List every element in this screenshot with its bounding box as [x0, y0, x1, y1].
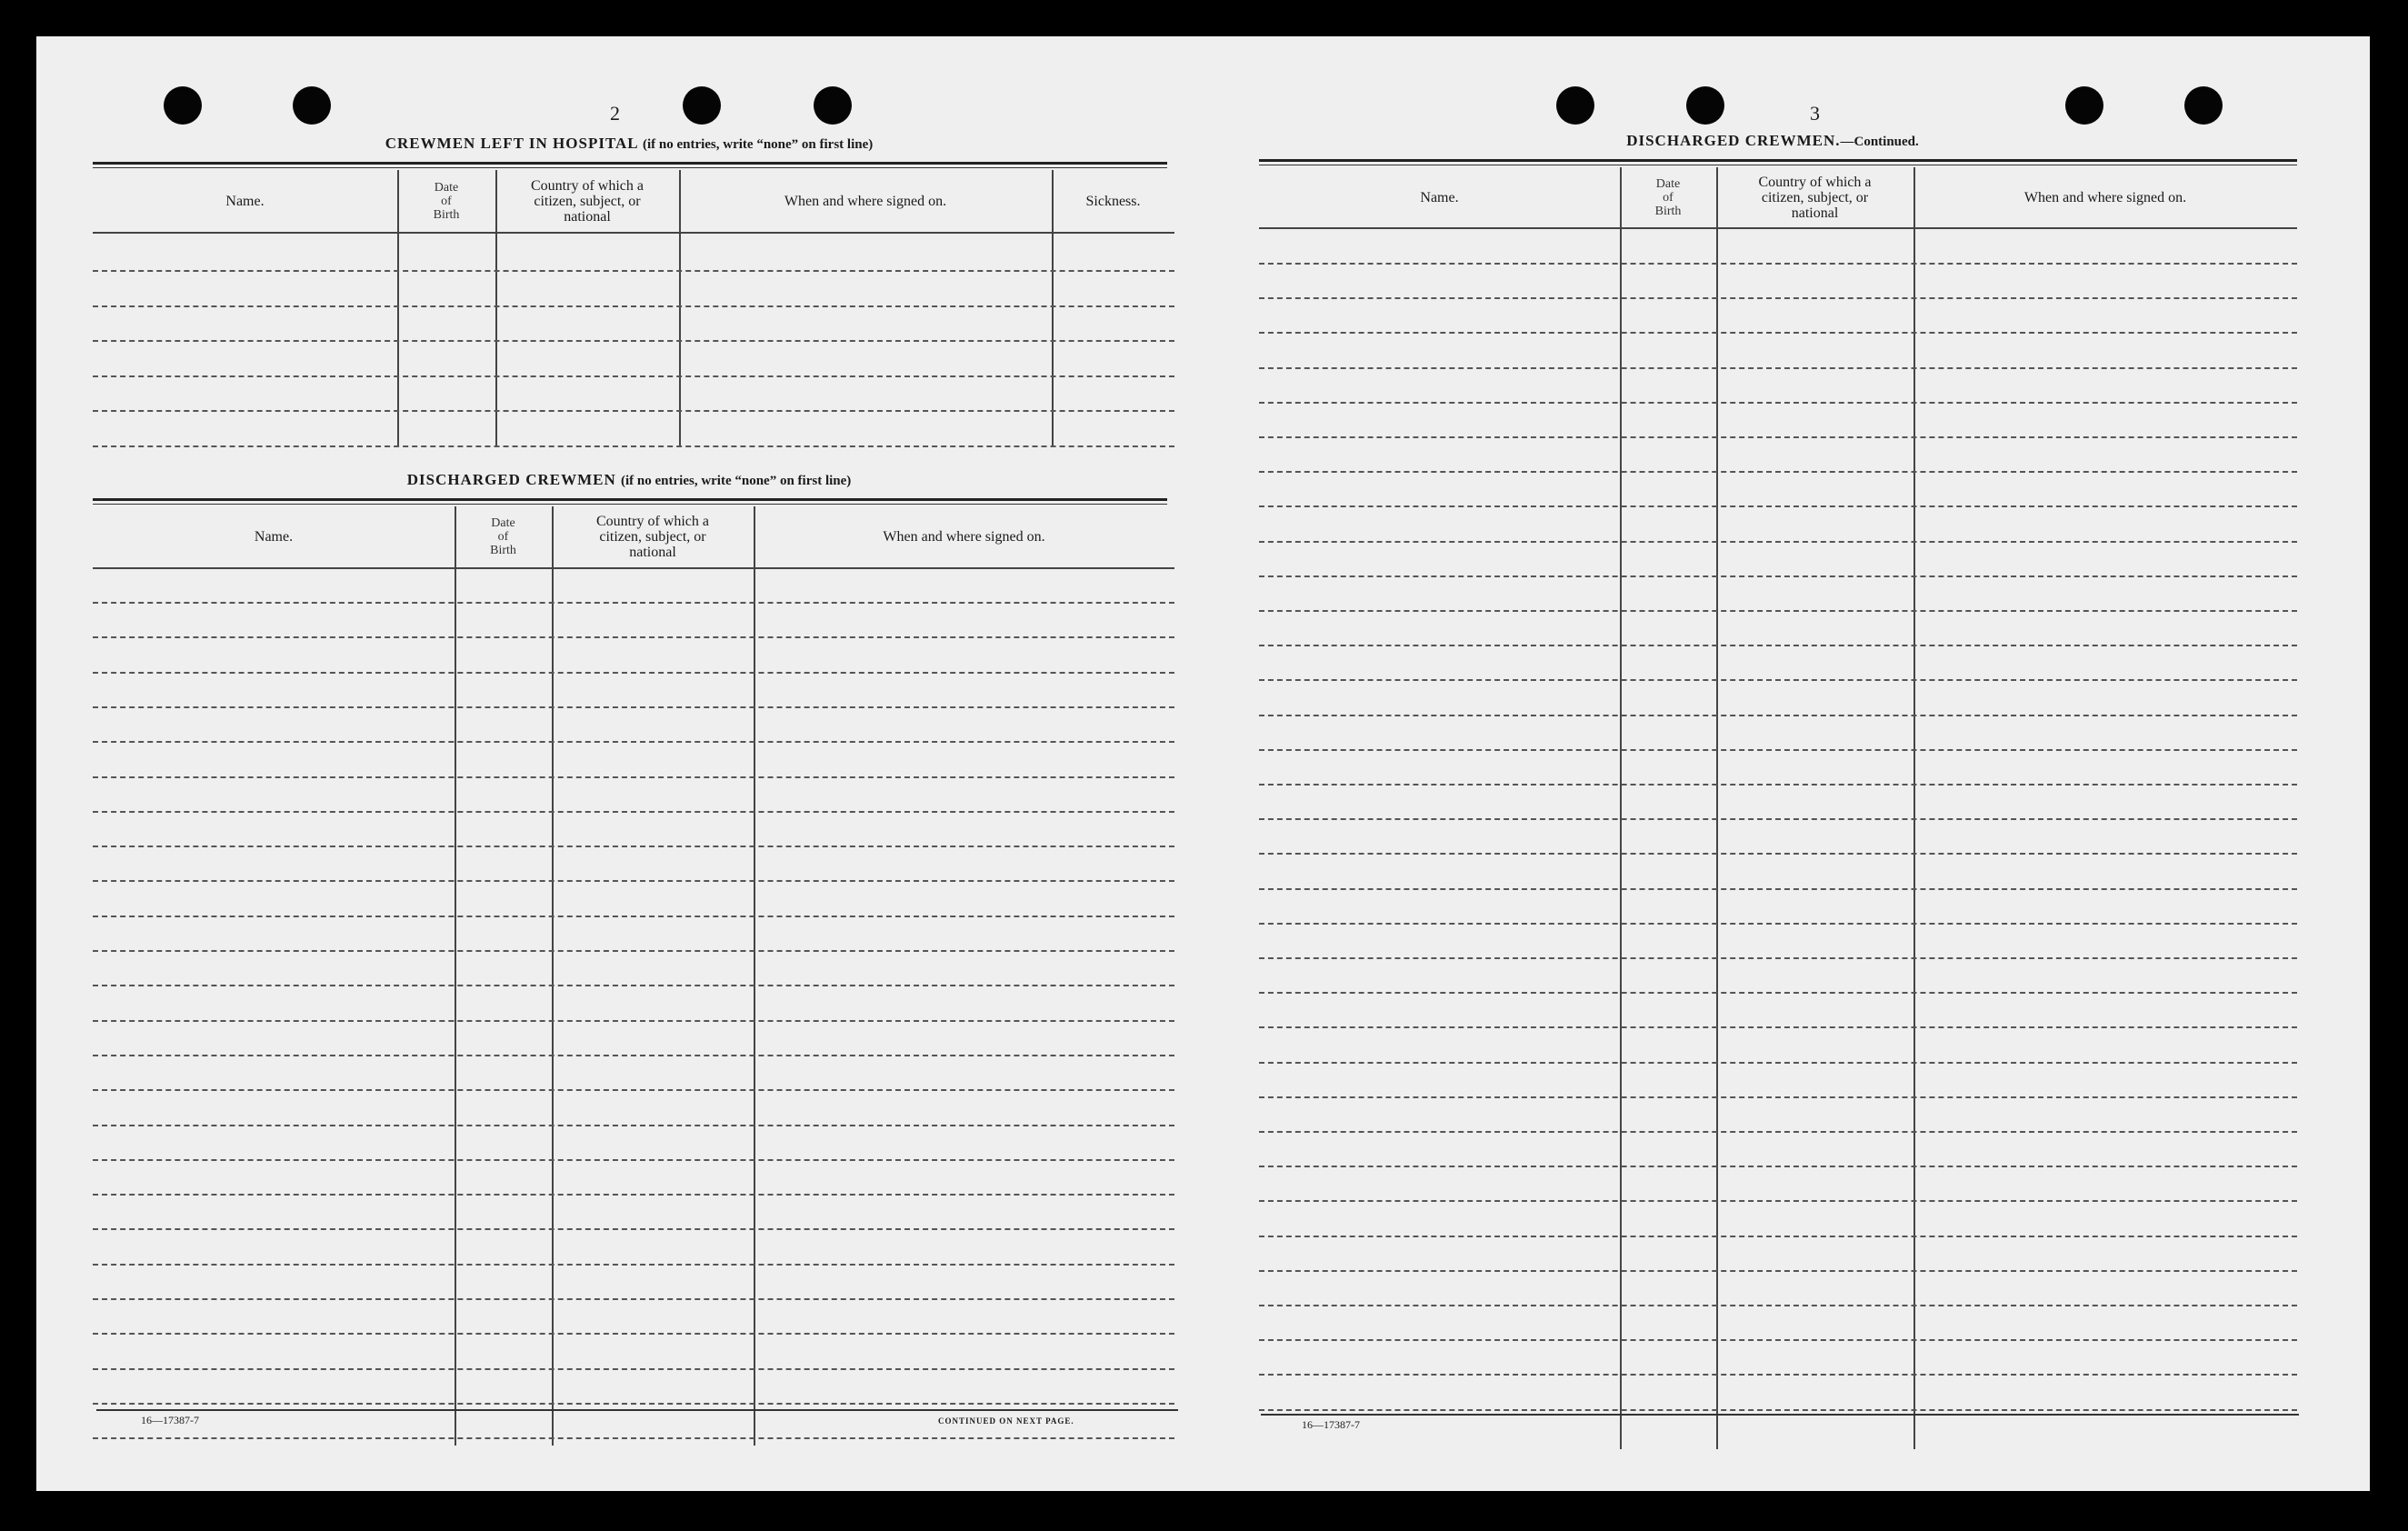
entry-line: [93, 776, 1174, 778]
entry-line: [93, 1228, 1174, 1230]
entry-line: [93, 305, 1174, 307]
entry-line: [1259, 1062, 2297, 1064]
column-header-country: Country of which a citizen, subject, or national: [531, 177, 644, 225]
hospital-section-title: CREWMEN LEFT IN HOSPITAL (if no entries, write “none” on first line): [385, 135, 874, 152]
form-number: 16—17387-7: [141, 1414, 199, 1426]
entry-line: [93, 445, 1174, 447]
entry-line: [93, 602, 1174, 604]
entry-line: [1259, 1305, 2297, 1306]
entry-line: [1259, 436, 2297, 438]
column-header-date-of-birth: Date of Birth: [1654, 176, 1682, 218]
entry-line: [93, 1125, 1174, 1126]
entry-line: [93, 1368, 1174, 1370]
column-header-date-of-birth: Date of Birth: [490, 516, 516, 557]
column-header-signed-on: When and where signed on.: [883, 529, 1045, 545]
entry-line: [1259, 888, 2297, 890]
entry-line: [1259, 263, 2297, 265]
discharged-table: [93, 506, 1174, 1446]
entry-line: [93, 1437, 1174, 1439]
entry-line: [93, 811, 1174, 813]
entry-line: [93, 270, 1174, 272]
entry-line: [1259, 610, 2297, 612]
entry-line: [1259, 923, 2297, 925]
entry-line: [93, 1298, 1174, 1300]
entry-line: [1259, 1200, 2297, 1202]
entry-line: [93, 846, 1174, 847]
right-page: [1245, 36, 2370, 1491]
column-header-country: Country of which a citizen, subject, or national: [596, 514, 709, 560]
entry-line: [93, 880, 1174, 882]
entry-line: [1259, 332, 2297, 334]
entry-line: [1259, 1409, 2297, 1411]
entry-line: [1259, 1236, 2297, 1237]
entry-line: [1259, 541, 2297, 543]
column-header-signed-on: When and where signed on.: [2023, 189, 2187, 205]
entry-line: [1259, 957, 2297, 959]
entry-line: [1259, 679, 2297, 681]
entry-line: [93, 950, 1174, 952]
column-header-name: Name.: [225, 193, 265, 209]
page-number: 2: [610, 102, 620, 125]
entry-line: [1259, 402, 2297, 404]
title-rule: [93, 162, 1167, 165]
entry-line: [1259, 784, 2297, 786]
entry-line: [1259, 1339, 2297, 1341]
entry-line: [1259, 1096, 2297, 1098]
discharged-continued-table: [1259, 167, 2297, 1449]
entry-line: [93, 1020, 1174, 1022]
entry-line: [93, 672, 1174, 674]
entry-line: [1259, 1270, 2297, 1272]
entry-line: [1259, 645, 2297, 646]
form-sheet: [36, 36, 2370, 1491]
column-header-date-of-birth: Date of Birth: [433, 180, 460, 222]
entry-line: [1259, 471, 2297, 473]
entry-line: [93, 340, 1174, 342]
entry-line: [93, 1055, 1174, 1056]
discharged-continued-title: DISCHARGED CREWMEN.—Continued.: [1626, 132, 1919, 149]
discharged-section-title: DISCHARGED CREWMEN (if no entries, write “none” on first line): [406, 471, 852, 488]
entry-line: [93, 1264, 1174, 1266]
entry-line: [1259, 749, 2297, 751]
entry-line: [93, 1403, 1174, 1405]
entry-line: [1259, 715, 2297, 716]
entry-line: [93, 1333, 1174, 1335]
entry-line: [1259, 575, 2297, 577]
entry-line: [1259, 1166, 2297, 1167]
entry-line: [1259, 992, 2297, 994]
entry-line: [93, 1194, 1174, 1196]
entry-line: [93, 410, 1174, 412]
entry-line: [1259, 1026, 2297, 1028]
column-header-country: Country of which a citizen, subject, or national: [1758, 174, 1872, 221]
column-header-name: Name.: [1420, 189, 1459, 205]
hospital-table: [93, 170, 1174, 447]
continued-note: CONTINUED ON NEXT PAGE.: [938, 1416, 1074, 1426]
title-rule: [93, 167, 1167, 168]
entry-line: [93, 985, 1174, 986]
title-rule: [1259, 159, 2297, 162]
bottom-rule: [1261, 1414, 2299, 1416]
entry-line: [93, 1089, 1174, 1091]
entry-line: [93, 636, 1174, 638]
entry-line: [1259, 505, 2297, 507]
column-header-signed-on: When and where signed on.: [784, 193, 947, 209]
entry-line: [1259, 367, 2297, 369]
entry-line: [93, 375, 1174, 377]
entry-line: [1259, 853, 2297, 855]
entry-line: [93, 1159, 1174, 1161]
entry-line: [93, 741, 1174, 743]
column-header-sickness: Sickness.: [1085, 193, 1141, 209]
entry-line: [1259, 818, 2297, 820]
page-number: 3: [1810, 102, 1820, 125]
entry-line: [1259, 1374, 2297, 1376]
title-rule: [93, 498, 1167, 501]
entry-line: [1259, 297, 2297, 299]
entry-line: [93, 706, 1174, 708]
title-rule: [93, 504, 1167, 505]
form-number: 16—17387-7: [1302, 1418, 1360, 1431]
bottom-rule: [96, 1409, 1178, 1411]
left-page: [36, 36, 1200, 1491]
entry-line: [93, 916, 1174, 917]
column-header-name: Name.: [254, 529, 294, 545]
entry-line: [1259, 1131, 2297, 1133]
